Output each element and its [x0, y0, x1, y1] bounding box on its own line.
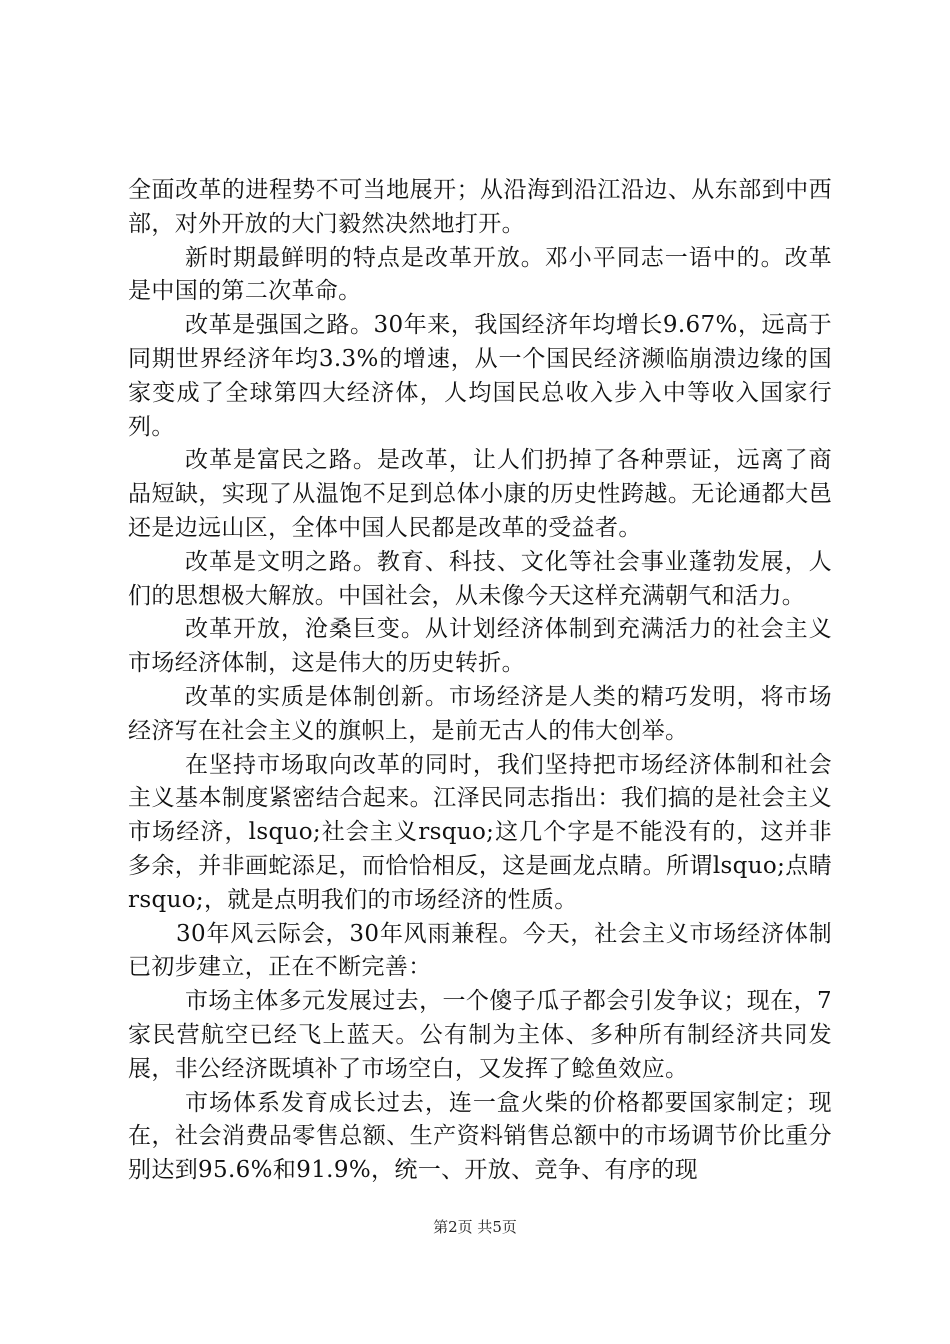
paragraph: 全面改革的进程势不可当地展开；从沿海到沿江沿边、从东部到中西部，对外开放的大门毅然决然地打开。: [128, 177, 832, 237]
page-number: 第2页 共5页: [433, 1218, 517, 1236]
paragraph: 市场体系发育成长过去，连一盒火柴的价格都要国家制定；现在，社会消费品零售总额、生产资料销售总额中的市场调节价比重分别达到95.6%和91.9%，统一、开放、竞争、有序的现: [128, 1089, 832, 1184]
paragraph: 市场主体多元发展过去，一个傻子瓜子都会引发争议；现在，7家民营航空已经飞上蓝天。公有制为主体、多种所有制经济共同发展，非公经济既填补了市场空白，又发挥了鲶鱼效应。: [128, 988, 832, 1082]
document-body: [128, 174, 832, 1188]
paragraph: 改革的实质是体制创新。市场经济是人类的精巧发明，将市场经济写在社会主义的旗帜上，是前无古人的伟大创举。: [128, 683, 832, 744]
paragraph: 新时期最鲜明的特点是改革开放。邓小平同志一语中的。改革是中国的第二次革命。: [128, 244, 832, 305]
paragraph: 改革是富民之路。是改革，让人们扔掉了各种票证，远离了商品短缺，实现了从温饱不足到总体小康的历史性跨越。无论通都大邑还是边远山区，全体中国人民都是改革的受益者。: [128, 447, 832, 541]
paragraph: 改革是文明之路。教育、科技、文化等社会事业蓬勃发展，人们的思想极大解放。中国社会，从未像今天这样充满朝气和活力。: [128, 548, 832, 609]
paragraph: 在坚持市场取向改革的同时，我们坚持把市场经济体制和社会主义基本制度紧密结合起来。江泽民同志指出：我们搞的是社会主义市场经济，lsquo;社会主义rsquo;这几个字是不能没有的，这并非多余，并非画蛇添足，而恰恰相反，这是画龙点睛。所谓lsquo;点睛rsquo;，就是点明我们的市场经济的性质。: [128, 751, 832, 913]
page-footer: [0, 1216, 950, 1237]
paragraph: 30年风云际会，30年风雨兼程。今天，社会主义市场经济体制已初步建立，正在不断完善：: [128, 920, 832, 981]
paragraph: 改革是强国之路。30年来，我国经济年均增长9.67%，远高于同期世界经济年均3.3%的增速，从一个国民经济濒临崩溃边缘的国家变成了全球第四大经济体，人均国民总收入步入中等收入国家行列。: [128, 312, 832, 440]
paragraph: 改革开放，沧桑巨变。从计划经济体制到充满活力的社会主义市场经济体制，这是伟大的历史转折。: [128, 616, 832, 677]
